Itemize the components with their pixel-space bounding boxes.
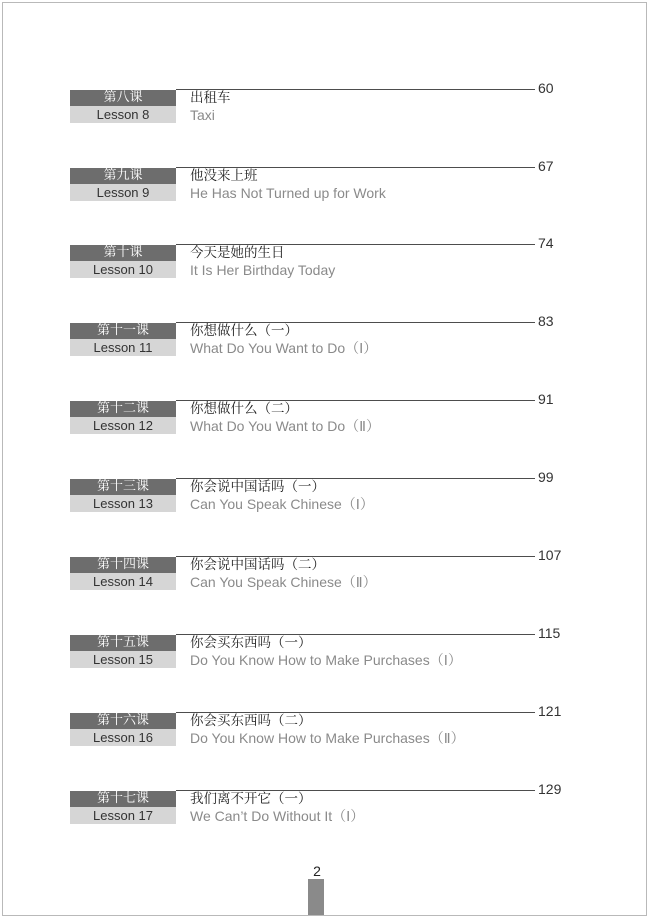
- lesson-number-en: Lesson 11: [70, 339, 176, 356]
- page-number: 74: [538, 235, 554, 251]
- page-number: 91: [538, 391, 554, 407]
- toc-entry-lesson-16[interactable]: [70, 703, 570, 746]
- lesson-number-cn: 第十三课: [70, 479, 176, 495]
- toc-entry-lesson-12[interactable]: [70, 391, 570, 434]
- page-frame: [2, 2, 647, 916]
- lesson-title-en[interactable]: What Do You Want to Do（Ⅰ）: [190, 340, 378, 356]
- lesson-title-cn[interactable]: 今天是她的生日: [190, 245, 285, 261]
- lesson-number-cn: 第十二课: [70, 401, 176, 417]
- lesson-title-cn[interactable]: 你会说中国话吗（二）: [190, 557, 325, 573]
- folio-bar: [308, 879, 324, 915]
- folio-page-number: 2: [313, 863, 321, 879]
- lesson-number-en: Lesson 13: [70, 495, 176, 512]
- lesson-title-en[interactable]: We Can’t Do Without It（Ⅰ）: [190, 808, 365, 824]
- lesson-number-en: Lesson 12: [70, 417, 176, 434]
- page-number: 99: [538, 469, 554, 485]
- lesson-number-cn: 第八课: [70, 90, 176, 106]
- page-number: 129: [538, 781, 562, 797]
- lesson-number-cn: 第十五课: [70, 635, 176, 651]
- lesson-title-en[interactable]: Do You Know How to Make Purchases（Ⅰ）: [190, 652, 462, 668]
- lesson-title-cn[interactable]: 你会买东西吗（一）: [190, 635, 312, 651]
- lesson-title-en[interactable]: He Has Not Turned up for Work: [190, 185, 386, 201]
- toc-entry-lesson-8[interactable]: [70, 80, 570, 123]
- lesson-title-cn[interactable]: 你想做什么（一）: [190, 323, 298, 339]
- lesson-number-cn: 第十六课: [70, 713, 176, 729]
- lesson-number-cn: 第十七课: [70, 791, 176, 807]
- lesson-title-cn[interactable]: 出租车: [190, 90, 231, 106]
- lesson-title-en[interactable]: Can You Speak Chinese（Ⅱ）: [190, 574, 377, 590]
- lesson-title-cn[interactable]: 你想做什么（二）: [190, 401, 298, 417]
- lesson-title-cn[interactable]: 他没来上班: [190, 168, 258, 184]
- lesson-title-cn[interactable]: 你会买东西吗（二）: [190, 713, 312, 729]
- toc-entry-lesson-14[interactable]: [70, 547, 570, 590]
- lesson-number-en: Lesson 8: [70, 106, 176, 123]
- lesson-number-en: Lesson 16: [70, 729, 176, 746]
- lesson-title-en[interactable]: Do You Know How to Make Purchases（Ⅱ）: [190, 730, 465, 746]
- lesson-number-en: Lesson 14: [70, 573, 176, 590]
- lesson-number-en: Lesson 17: [70, 807, 176, 824]
- page-number: 60: [538, 80, 554, 96]
- toc-entry-lesson-11[interactable]: [70, 313, 570, 356]
- lesson-number-en: Lesson 15: [70, 651, 176, 668]
- toc-entry-lesson-17[interactable]: [70, 781, 570, 824]
- page-number: 83: [538, 313, 554, 329]
- toc-entry-lesson-10[interactable]: [70, 235, 570, 278]
- lesson-number-en: Lesson 9: [70, 184, 176, 201]
- page-number: 107: [538, 547, 562, 563]
- toc-entry-lesson-9[interactable]: [70, 158, 570, 201]
- page-number: 115: [538, 625, 561, 641]
- lesson-title-en[interactable]: It Is Her Birthday Today: [190, 262, 336, 278]
- lesson-number-cn: 第十课: [70, 245, 176, 261]
- lesson-number-cn: 第十一课: [70, 323, 176, 339]
- lesson-title-en[interactable]: Taxi: [190, 107, 215, 123]
- page-number: 67: [538, 158, 554, 174]
- lesson-title-cn[interactable]: 我们离不开它（一）: [190, 791, 312, 807]
- toc-entry-lesson-13[interactable]: [70, 469, 570, 512]
- lesson-title-en[interactable]: What Do You Want to Do（Ⅱ）: [190, 418, 381, 434]
- lesson-number-cn: 第十四课: [70, 557, 176, 573]
- lesson-title-en[interactable]: Can You Speak Chinese（Ⅰ）: [190, 496, 374, 512]
- page-number: 121: [538, 703, 562, 719]
- lesson-number-cn: 第九课: [70, 168, 176, 184]
- lesson-title-cn[interactable]: 你会说中国话吗（一）: [190, 479, 325, 495]
- toc-entry-lesson-15[interactable]: [70, 625, 570, 668]
- lesson-number-en: Lesson 10: [70, 261, 176, 278]
